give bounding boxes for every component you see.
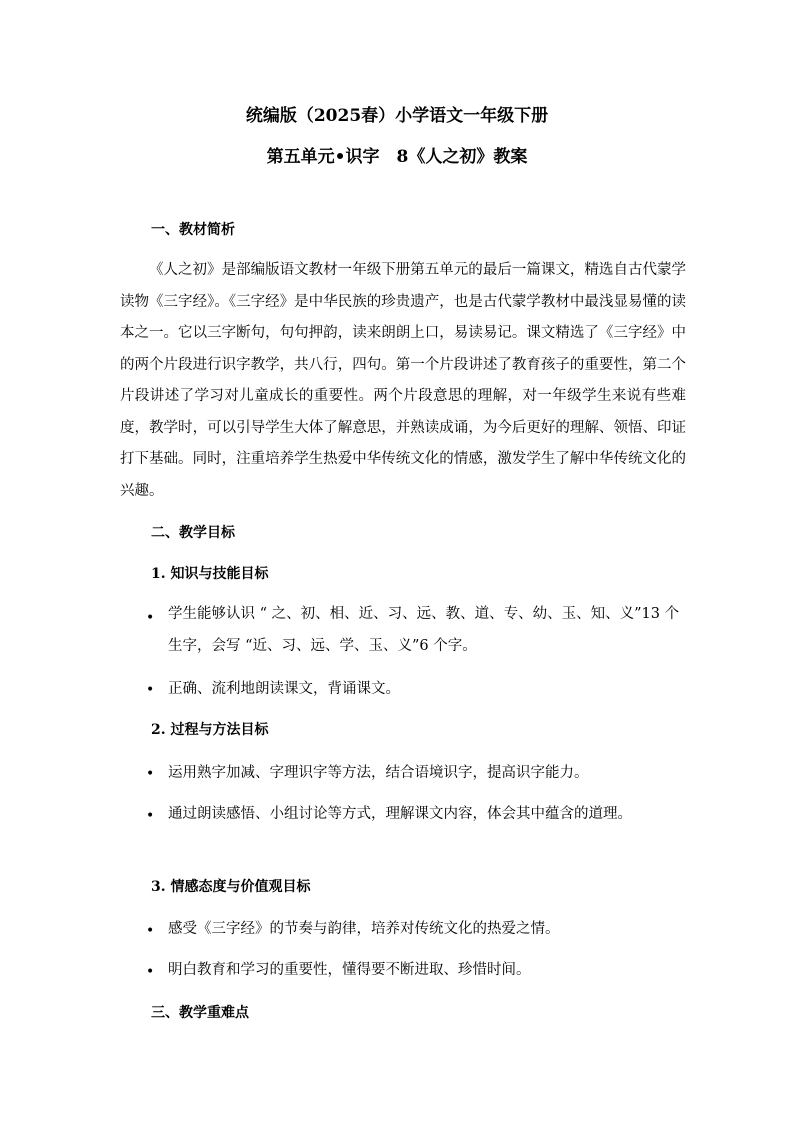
document-title: 统编版（2025春）小学语文一年级下册 xyxy=(245,106,549,126)
section-heading-textbook-analysis: 一、教材简析 xyxy=(151,222,235,238)
bullet-icon: • xyxy=(146,964,155,980)
bullet-icon: • xyxy=(146,610,155,626)
section-heading-key-difficulties: 三、教学重难点 xyxy=(151,1005,249,1021)
subheading-process-methods: 2. 过程与方法目标 xyxy=(151,722,269,738)
list-item: 运用熟字加减、字理识字等方法，结合语境识字，提高识字能力。 xyxy=(168,765,589,781)
list-item: 明白教育和学习的重要性，懂得要不断进取、珍惜时间。 xyxy=(168,962,531,978)
list-item: 通过朗读感悟、小组讨论等方式，理解课文内容，体会其中蕴含的道理。 xyxy=(168,806,632,822)
textbook-analysis-paragraph: 《人之初》是部编版语文教材一年级下册第五单元的最后一篇课文，精选自古代蒙学读物《三字经》。《三字经》是中华民族的珍贵遗产，也是古代蒙学教材中最浅显易懂的读本之一。它以三字断句，句句押韵，读来朗朗上口，易读易记。课文精选了《三字经》中的两个片段进行识字教学，共八行，四句。第一个片段讲述了教育孩子的重要性，第二个片段讲述了学习对儿童成长的重要性。两个片段意思的理解，对一年级学生来说有些难度，教学时，可以引导学生大体了解意思，并熟读成诵，为今后更好的理解、领悟、印证打下基础。同时，注重培养学生热爱中华传统文化的情感，激发学生了解中华传统文化的兴趣。 xyxy=(120,262,686,499)
list-item: 感受《三字经》的节奏与韵律，培养对传统文化的热爱之情。 xyxy=(168,921,560,937)
bullet-icon: • xyxy=(146,682,155,698)
subheading-attitudes-values: 3. 情感态度与价值观目标 xyxy=(151,879,311,895)
bullet-icon: • xyxy=(146,808,155,824)
list-item: 学生能够认识 “ 之、初、相、近、习、远、教、道、专、幼、玉、知、义”13 个生字，会写 “近、习、远、学、玉、义”6 个字。 xyxy=(168,606,680,654)
subheading-knowledge-skills: 1. 知识与技能目标 xyxy=(151,566,269,582)
bullet-icon: • xyxy=(146,766,155,782)
list-item: 正确、流利地朗读课文，背诵课文。 xyxy=(168,681,400,697)
document-subtitle: 第五单元•识字 8《人之初》教案 xyxy=(266,147,528,167)
bullet-icon: • xyxy=(146,923,155,939)
section-heading-teaching-goals: 二、教学目标 xyxy=(151,525,235,541)
